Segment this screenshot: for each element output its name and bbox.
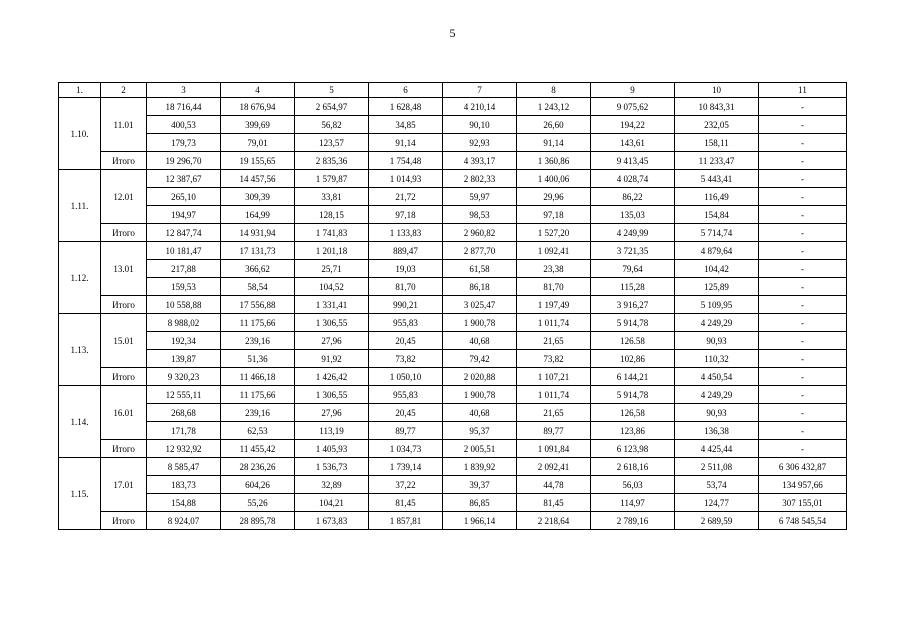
group-id-cell: 1.14. xyxy=(59,386,101,458)
table-cell: - xyxy=(759,314,847,332)
group-code-cell: 11.01 xyxy=(101,98,147,152)
total-cell: 11 466,18 xyxy=(221,368,295,386)
total-cell: 1 527,20 xyxy=(517,224,591,242)
table-cell: - xyxy=(759,350,847,368)
table-cell: 154,88 xyxy=(147,494,221,512)
group-code-cell: 16.01 xyxy=(101,386,147,440)
table-cell: 1 201,18 xyxy=(295,242,369,260)
total-cell: 5 109,95 xyxy=(675,296,759,314)
total-cell: 14 931,94 xyxy=(221,224,295,242)
header-row xyxy=(59,83,847,98)
total-cell: 19 155,65 xyxy=(221,152,295,170)
total-cell: 1 857,81 xyxy=(369,512,443,530)
table-cell: 143,61 xyxy=(591,134,675,152)
table-cell: 400,53 xyxy=(147,116,221,134)
table-cell: 1 306,55 xyxy=(295,314,369,332)
total-cell: 19 296,70 xyxy=(147,152,221,170)
table-cell: 11 175,66 xyxy=(221,314,295,332)
table-row xyxy=(59,314,847,332)
group-id-cell: 1.15. xyxy=(59,458,101,530)
table-row xyxy=(59,188,847,206)
total-cell: 1 673,83 xyxy=(295,512,369,530)
total-cell: 10 558,88 xyxy=(147,296,221,314)
data-table xyxy=(58,82,847,530)
total-cell: 2 020,88 xyxy=(443,368,517,386)
table-cell: - xyxy=(759,422,847,440)
table-cell: 171,78 xyxy=(147,422,221,440)
table-cell: 95,37 xyxy=(443,422,517,440)
table-cell: 5 443,41 xyxy=(675,170,759,188)
total-cell: 8 924,07 xyxy=(147,512,221,530)
table-cell: 123,86 xyxy=(591,422,675,440)
table-cell: 2 092,41 xyxy=(517,458,591,476)
group-code-cell: 17.01 xyxy=(101,458,147,512)
table-cell: 79,64 xyxy=(591,260,675,278)
group-id-cell: 1.13. xyxy=(59,314,101,386)
table-cell: 183,73 xyxy=(147,476,221,494)
table-cell: 97,18 xyxy=(517,206,591,224)
table-cell: 268,68 xyxy=(147,404,221,422)
table-cell: 136,38 xyxy=(675,422,759,440)
total-cell: 11 233,47 xyxy=(675,152,759,170)
table-cell: 135,03 xyxy=(591,206,675,224)
table-cell: 18 716,44 xyxy=(147,98,221,116)
table-cell: 5 914,78 xyxy=(591,314,675,332)
table-cell: - xyxy=(759,386,847,404)
column-header: 8 xyxy=(517,83,591,98)
table-cell: 1 579,87 xyxy=(295,170,369,188)
table-cell: 126,58 xyxy=(591,404,675,422)
table-cell: 81,45 xyxy=(517,494,591,512)
table-cell: 1 628,48 xyxy=(369,98,443,116)
column-header: 6 xyxy=(369,83,443,98)
table-cell: 55,26 xyxy=(221,494,295,512)
table-cell: - xyxy=(759,206,847,224)
total-cell: 990,21 xyxy=(369,296,443,314)
table-cell: 5 914,78 xyxy=(591,386,675,404)
table-cell: 139,87 xyxy=(147,350,221,368)
table-row xyxy=(59,116,847,134)
table-cell: 79,42 xyxy=(443,350,517,368)
table-cell: 19,03 xyxy=(369,260,443,278)
table-cell: - xyxy=(759,98,847,116)
total-label: Итого xyxy=(101,296,147,314)
total-cell: 2 689,59 xyxy=(675,512,759,530)
table-cell: 18 676,94 xyxy=(221,98,295,116)
table-cell: 51,36 xyxy=(221,350,295,368)
table-row xyxy=(59,242,847,260)
table-cell: 56,03 xyxy=(591,476,675,494)
total-cell: 12 847,74 xyxy=(147,224,221,242)
total-cell: 4 393,17 xyxy=(443,152,517,170)
table-cell: 59,97 xyxy=(443,188,517,206)
total-cell: 12 932,92 xyxy=(147,440,221,458)
group-id-cell: 1.12. xyxy=(59,242,101,314)
table-row xyxy=(59,404,847,422)
table-cell: 2 511,08 xyxy=(675,458,759,476)
table-cell: 90,10 xyxy=(443,116,517,134)
column-header: 3 xyxy=(147,83,221,98)
table-cell: 39,37 xyxy=(443,476,517,494)
total-cell: 5 714,74 xyxy=(675,224,759,242)
table-cell: 56,82 xyxy=(295,116,369,134)
total-cell: 1 426,42 xyxy=(295,368,369,386)
table-cell: 14 457,56 xyxy=(221,170,295,188)
table-cell: 239,16 xyxy=(221,404,295,422)
table-cell: 1 400,06 xyxy=(517,170,591,188)
table-cell: 40,68 xyxy=(443,332,517,350)
table-cell: 81,70 xyxy=(369,278,443,296)
table-cell: 239,16 xyxy=(221,332,295,350)
table-cell: 86,85 xyxy=(443,494,517,512)
table-cell: 12 555,11 xyxy=(147,386,221,404)
table-row xyxy=(59,206,847,224)
total-cell: - xyxy=(759,440,847,458)
table-cell: 20,45 xyxy=(369,404,443,422)
column-header: 2 xyxy=(101,83,147,98)
table-cell: 91,92 xyxy=(295,350,369,368)
table-cell: 89,77 xyxy=(369,422,443,440)
table-cell: 115,28 xyxy=(591,278,675,296)
column-header: 4 xyxy=(221,83,295,98)
table-cell: 154,84 xyxy=(675,206,759,224)
table-cell: 32,89 xyxy=(295,476,369,494)
total-cell: 3 025,47 xyxy=(443,296,517,314)
table-cell: 79,01 xyxy=(221,134,295,152)
table-cell: 194,22 xyxy=(591,116,675,134)
table-cell: 90,93 xyxy=(675,404,759,422)
total-cell: 4 249,99 xyxy=(591,224,675,242)
table-cell: - xyxy=(759,116,847,134)
table-cell: - xyxy=(759,170,847,188)
total-cell: 1 197,49 xyxy=(517,296,591,314)
table-body xyxy=(59,83,847,530)
table-cell: 232,05 xyxy=(675,116,759,134)
page-number: 5 xyxy=(449,26,456,40)
table-cell: 179,73 xyxy=(147,134,221,152)
table-cell: 113,19 xyxy=(295,422,369,440)
table-cell: 604,26 xyxy=(221,476,295,494)
table-cell: 73,82 xyxy=(369,350,443,368)
table-cell: 91,14 xyxy=(517,134,591,152)
total-cell: 28 895,78 xyxy=(221,512,295,530)
table-cell: 128,15 xyxy=(295,206,369,224)
table-cell: 86,18 xyxy=(443,278,517,296)
table-cell: 61,58 xyxy=(443,260,517,278)
total-cell: 1 966,14 xyxy=(443,512,517,530)
table-cell: 44,78 xyxy=(517,476,591,494)
table-cell: 8 585,47 xyxy=(147,458,221,476)
total-cell: 1 754,48 xyxy=(369,152,443,170)
table-cell: 1 092,41 xyxy=(517,242,591,260)
total-cell: 1 050,10 xyxy=(369,368,443,386)
table-cell: 25,71 xyxy=(295,260,369,278)
table-row xyxy=(59,332,847,350)
table-cell: - xyxy=(759,404,847,422)
table-cell: 73,82 xyxy=(517,350,591,368)
table-cell: 10 843,31 xyxy=(675,98,759,116)
table-row xyxy=(59,260,847,278)
table-cell: - xyxy=(759,188,847,206)
table-cell: 309,39 xyxy=(221,188,295,206)
table-cell: 1 839,92 xyxy=(443,458,517,476)
table-cell: 21,72 xyxy=(369,188,443,206)
table-cell: 10 181,47 xyxy=(147,242,221,260)
table-row xyxy=(59,278,847,296)
table-cell: 62,53 xyxy=(221,422,295,440)
group-code-cell: 15.01 xyxy=(101,314,147,368)
column-header: 1. xyxy=(59,83,101,98)
table-cell: 23,38 xyxy=(517,260,591,278)
table-row xyxy=(59,494,847,512)
table-cell: 114,97 xyxy=(591,494,675,512)
total-cell: 1 107,21 xyxy=(517,368,591,386)
total-cell: 3 916,27 xyxy=(591,296,675,314)
total-cell: 2 789,16 xyxy=(591,512,675,530)
group-code-cell: 12.01 xyxy=(101,170,147,224)
table-cell: 58,54 xyxy=(221,278,295,296)
table-cell: 8 988,02 xyxy=(147,314,221,332)
total-cell: 1 741,83 xyxy=(295,224,369,242)
table-cell: 110,32 xyxy=(675,350,759,368)
table-row xyxy=(59,476,847,494)
total-cell: 2 835,36 xyxy=(295,152,369,170)
table-cell: 4 028,74 xyxy=(591,170,675,188)
table-cell: 86,22 xyxy=(591,188,675,206)
table-cell: 4 879,64 xyxy=(675,242,759,260)
table-cell: 194,97 xyxy=(147,206,221,224)
group-code-cell: 13.01 xyxy=(101,242,147,296)
table-cell: 20,45 xyxy=(369,332,443,350)
total-cell: 6 144,21 xyxy=(591,368,675,386)
table-cell: 40,68 xyxy=(443,404,517,422)
table-cell: 53,74 xyxy=(675,476,759,494)
table-cell: 399,69 xyxy=(221,116,295,134)
table-cell: 1 536,73 xyxy=(295,458,369,476)
total-row xyxy=(59,152,847,170)
table-row xyxy=(59,98,847,116)
total-cell: 4 450,54 xyxy=(675,368,759,386)
table-cell: 4 210,14 xyxy=(443,98,517,116)
table-cell: - xyxy=(759,278,847,296)
total-cell: - xyxy=(759,224,847,242)
total-cell: 17 556,88 xyxy=(221,296,295,314)
table-cell: 91,14 xyxy=(369,134,443,152)
table-cell: 1 011,74 xyxy=(517,386,591,404)
table-cell: 33,81 xyxy=(295,188,369,206)
column-header: 10 xyxy=(675,83,759,98)
total-cell: - xyxy=(759,296,847,314)
table-cell: 4 249,29 xyxy=(675,314,759,332)
table-row xyxy=(59,458,847,476)
table-cell: 104,21 xyxy=(295,494,369,512)
total-label: Итого xyxy=(101,440,147,458)
total-cell: - xyxy=(759,368,847,386)
column-header: 7 xyxy=(443,83,517,98)
table-cell: 2 802,33 xyxy=(443,170,517,188)
table-cell: 116,49 xyxy=(675,188,759,206)
table-cell: 955,83 xyxy=(369,386,443,404)
table-cell: 104,52 xyxy=(295,278,369,296)
table-cell: 81,70 xyxy=(517,278,591,296)
column-header: 9 xyxy=(591,83,675,98)
total-cell: 9 320,23 xyxy=(147,368,221,386)
table-cell: 81,45 xyxy=(369,494,443,512)
table-row xyxy=(59,422,847,440)
table-cell: 158,11 xyxy=(675,134,759,152)
total-row xyxy=(59,224,847,242)
table-cell: 28 236,26 xyxy=(221,458,295,476)
table-row xyxy=(59,386,847,404)
table-cell: 1 900,78 xyxy=(443,314,517,332)
table-cell: 2 654,97 xyxy=(295,98,369,116)
table-cell: 1 306,55 xyxy=(295,386,369,404)
total-row xyxy=(59,368,847,386)
table-cell: 159,53 xyxy=(147,278,221,296)
table-cell: - xyxy=(759,260,847,278)
table-cell: 6 306 432,87 xyxy=(759,458,847,476)
total-row xyxy=(59,296,847,314)
table-cell: 4 249,29 xyxy=(675,386,759,404)
table-cell: 102,86 xyxy=(591,350,675,368)
table-cell: 29,96 xyxy=(517,188,591,206)
table-cell: 889,47 xyxy=(369,242,443,260)
table-cell: 164,99 xyxy=(221,206,295,224)
table-cell: 3 721,35 xyxy=(591,242,675,260)
total-cell: 6 748 545,54 xyxy=(759,512,847,530)
total-label: Итого xyxy=(101,368,147,386)
table-cell: 366,62 xyxy=(221,260,295,278)
total-cell: 1 091,84 xyxy=(517,440,591,458)
total-row xyxy=(59,512,847,530)
total-cell: 1 405,93 xyxy=(295,440,369,458)
table-cell: 104,42 xyxy=(675,260,759,278)
table-cell: 265,10 xyxy=(147,188,221,206)
table-cell: 37,22 xyxy=(369,476,443,494)
total-label: Итого xyxy=(101,224,147,242)
total-cell: 9 413,45 xyxy=(591,152,675,170)
table-cell: 307 155,01 xyxy=(759,494,847,512)
table-cell: 124,77 xyxy=(675,494,759,512)
table-row xyxy=(59,350,847,368)
table-cell: 126.58 xyxy=(591,332,675,350)
group-id-cell: 1.10. xyxy=(59,98,101,170)
table-cell: - xyxy=(759,134,847,152)
total-cell: 11 455,42 xyxy=(221,440,295,458)
table-cell: 2 618,16 xyxy=(591,458,675,476)
total-cell: 6 123,98 xyxy=(591,440,675,458)
table-cell: 11 175,66 xyxy=(221,386,295,404)
total-cell: 1 034,73 xyxy=(369,440,443,458)
table-cell: 9 075,62 xyxy=(591,98,675,116)
table-cell: 1 900,78 xyxy=(443,386,517,404)
table-cell: 2 877,70 xyxy=(443,242,517,260)
table-cell: - xyxy=(759,332,847,350)
table-cell: 98,53 xyxy=(443,206,517,224)
total-row xyxy=(59,440,847,458)
table-cell: 955,83 xyxy=(369,314,443,332)
total-label: Итого xyxy=(101,152,147,170)
table-cell: 17 131,73 xyxy=(221,242,295,260)
table-cell: 1 014,93 xyxy=(369,170,443,188)
table-cell: 26,60 xyxy=(517,116,591,134)
table-cell: 125,89 xyxy=(675,278,759,296)
total-label: Итого xyxy=(101,512,147,530)
table-cell: 123,57 xyxy=(295,134,369,152)
table-cell: 1 739,14 xyxy=(369,458,443,476)
table-cell: 21,65 xyxy=(517,332,591,350)
total-cell: 2 960,82 xyxy=(443,224,517,242)
table-row xyxy=(59,170,847,188)
total-cell: 4 425,44 xyxy=(675,440,759,458)
table-cell: 192,34 xyxy=(147,332,221,350)
total-cell: 2 005,51 xyxy=(443,440,517,458)
table-cell: 27,96 xyxy=(295,404,369,422)
total-cell: 1 331,41 xyxy=(295,296,369,314)
table-cell: 90,93 xyxy=(675,332,759,350)
table-cell: 217,88 xyxy=(147,260,221,278)
table-cell: 12 387,67 xyxy=(147,170,221,188)
table-cell: 27,96 xyxy=(295,332,369,350)
group-id-cell: 1.11. xyxy=(59,170,101,242)
table-cell: - xyxy=(759,242,847,260)
total-cell: 1 133,83 xyxy=(369,224,443,242)
total-cell: 2 218,64 xyxy=(517,512,591,530)
table-cell: 1 011,74 xyxy=(517,314,591,332)
table-cell: 21,65 xyxy=(517,404,591,422)
total-cell: - xyxy=(759,152,847,170)
total-cell: 1 360,86 xyxy=(517,152,591,170)
table-cell: 92,93 xyxy=(443,134,517,152)
table-cell: 97,18 xyxy=(369,206,443,224)
table-cell: 34,85 xyxy=(369,116,443,134)
table-cell: 89,77 xyxy=(517,422,591,440)
table-cell: 134 957,66 xyxy=(759,476,847,494)
column-header: 11 xyxy=(759,83,847,98)
table-row xyxy=(59,134,847,152)
table-cell: 1 243,12 xyxy=(517,98,591,116)
column-header: 5 xyxy=(295,83,369,98)
